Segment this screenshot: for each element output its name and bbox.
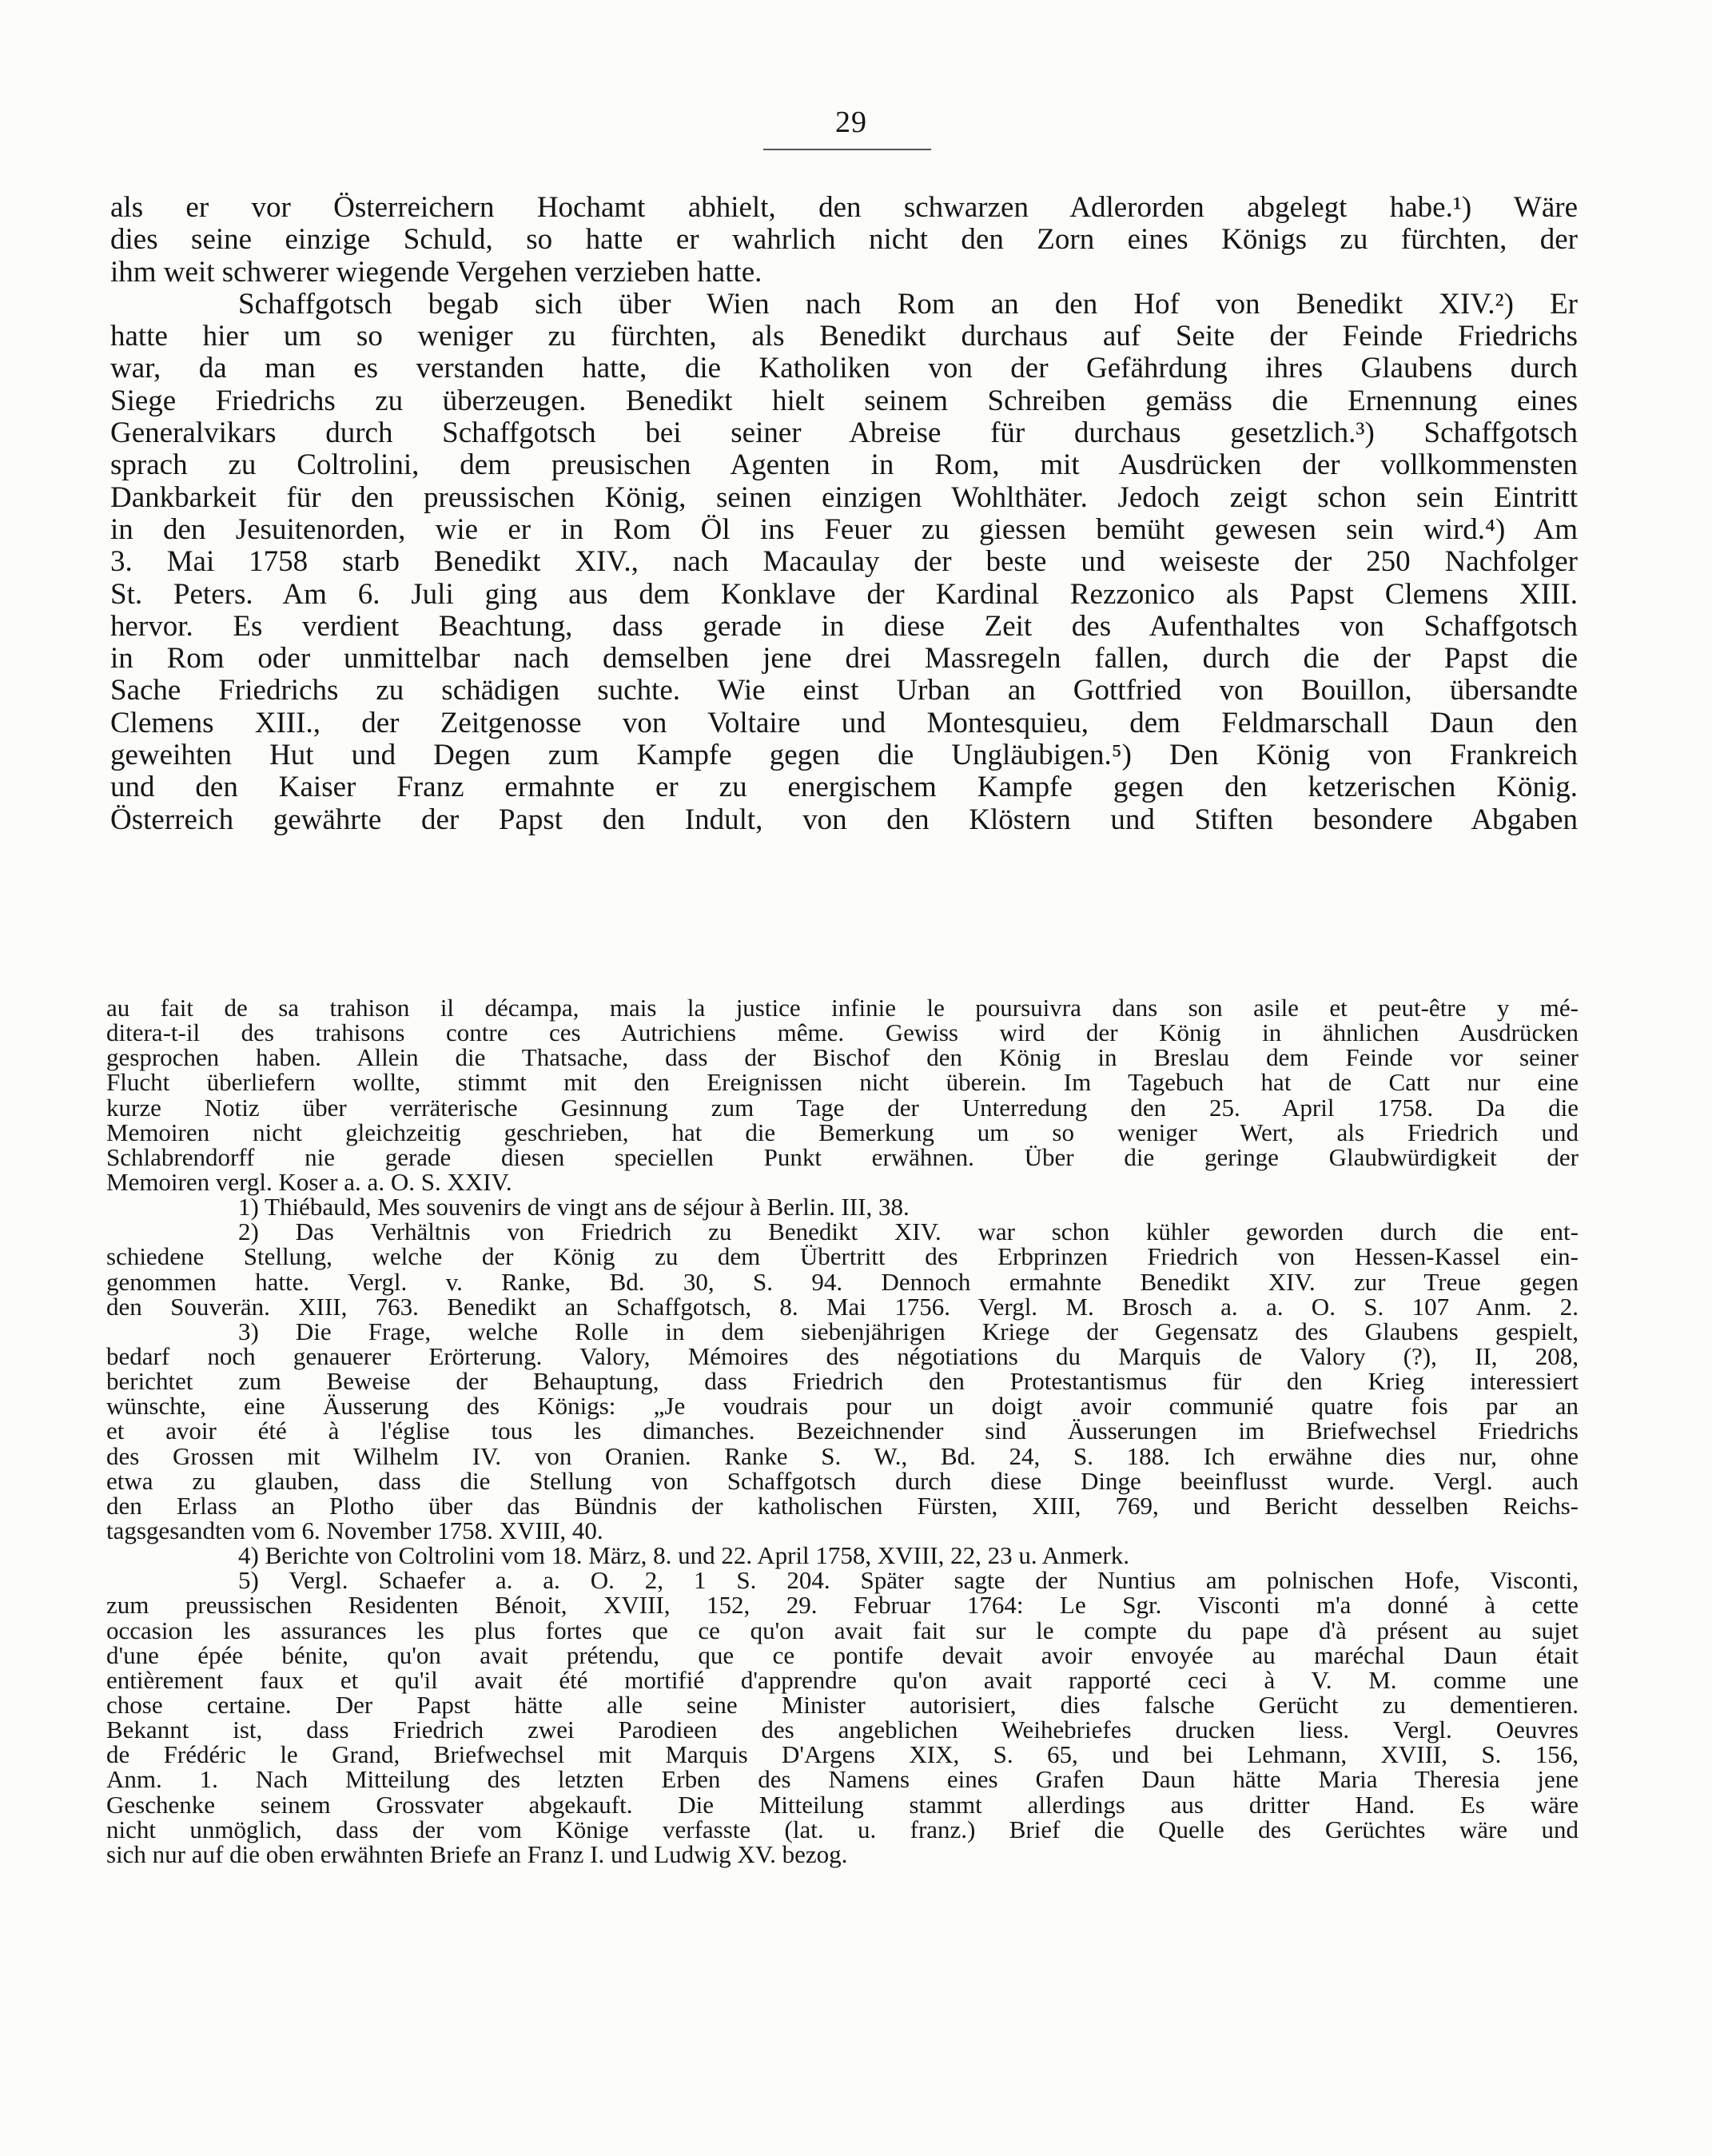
footnote-line: wünschte, eine Äusserung des Königs: „Je voudrais pour un doigt avoir communié quatre fois par an [106,1392,1579,1421]
main-text-line: Dankbarkeit für den preussischen König, seinen einzigen Wohlthäter. Jedoch zeigt schon sein Eintritt [110,480,1578,514]
footnote-line: Anm. 1. Nach Mitteilung des letzten Erben des Namens eines Grafen Daun hätte Maria Theresia jene [106,1765,1579,1794]
main-text-line: St. Peters. Am 6. Juli ging aus dem Konklave der Kardinal Rezzonico als Papst Clemens XIII. [110,577,1578,611]
main-text-line: 3. Mai 1758 starb Benedikt XIV., nach Macaulay der beste und weiseste der 250 Nachfolger [110,545,1578,579]
footnote-line: schiedene Stellung, welche der König zu dem Übertritt des Erbprinzen Friedrich von Hessen-Kassel ein- [106,1242,1579,1271]
footnote-line: de Frédéric le Grand, Briefwechsel mit Marquis D'Argens XIX, S. 65, und bei Lehmann, XVIII, S. 156, [106,1740,1579,1769]
footnote-line: d'une épée bénite, qu'on avait prétendu, que ce pontife devait avoir envoyée au maréchal Daun était [106,1640,1579,1669]
footnote-line: Geschenke seinem Grossvater abgekauft. Die Mitteilung stammt allerdings aus dritter Hand. Es wäre [106,1790,1579,1819]
main-text-line: war, da man es verstanden hatte, die Katholiken von der Gefährdung ihres Glaubens durch [110,352,1578,385]
footnote-line: nicht unmöglich, dass der vom Könige verfasste (lat. u. franz.) Brief die Quelle des Gerüchtes wäre und [106,1815,1579,1843]
main-text-line: Siege Friedrichs zu überzeugen. Benedikt hielt seinem Schreiben gemäss die Ernennung eines [110,384,1578,417]
main-text-line: in den Jesuitenorden, wie er in Rom Öl ins Feuer zu giessen bemüht gewesen sein wird.⁴) Am [110,512,1578,546]
footnote-line: kurze Notiz über verräterische Gesinnung zum Tage der Unterredung den 25. April 1758. Da die [106,1093,1579,1122]
footnote-line: chose certaine. Der Papst hätte alle seine Minister autorisiert, dies falsche Gerücht zu dementieren. [106,1690,1579,1719]
footnote-line: gesprochen haben. Allein die Thatsache, dass der Bischof den König in Breslau dem Feinde vor seiner [106,1043,1579,1072]
main-text-line: dies seine einzige Schuld, so hatte er wahrlich nicht den Zorn eines Königs zu fürchten, der [110,223,1578,257]
footnote-line: sich nur auf die oben erwähnten Briefe an Franz I. und Ludwig XV. bezog. [106,1839,848,1868]
footnote-line: Memoiren nicht gleichzeitig geschrieben, hat die Bemerkung um so weniger Wert, als Friedrich und [106,1118,1579,1146]
main-text-line: Clemens XIII., der Zeitgenosse von Voltaire und Montesquieu, dem Feldmarschall Daun den [110,706,1578,739]
main-text-line: geweihten Hut und Degen zum Kampfe gegen die Ungläubigen.⁵) Den König von Frankreich [110,739,1578,772]
main-text-line: Schaffgotsch begab sich über Wien nach Rom an den Hof von Benedikt XIV.²) Er [238,287,1578,321]
main-text-line: und den Kaiser Franz ermahnte er zu energischem Kampfe gegen den ketzerischen König. [110,771,1578,804]
main-text-line: ihm weit schwerer wiegende Vergehen verzieben hatte. [110,255,762,289]
footnote-4: 4) Berichte von Coltrolini vom 18. März, 8. und 22. April 1758, XVIII, 22, 23 u. Anmerk. [238,1541,1130,1570]
footnote-line: etwa zu glauben, dass die Stellung von Schaffgotsch durch diese Dinge beeinflusst wurde. Vergl. auch [106,1466,1579,1495]
page-number-rule [763,149,931,150]
footnote-line: berichtet zum Beweise der Behauptung, dass Friedrich den Protestantismus für den Krieg interessiert [106,1367,1579,1396]
footnote-1: 1) Thiébauld, Mes souvenirs de vingt ans de séjour à Berlin. III, 38. [238,1193,910,1221]
main-text-line: in Rom oder unmittelbar nach demselben jene drei Massregeln fallen, durch die der Papst die [110,642,1578,675]
footnote-5: 5) Vergl. Schaefer a. a. O. 2, 1 S. 204. Später sagte der Nuntius am polnischen Hofe, Visconti, [238,1566,1579,1595]
footnote-line: bedarf noch genauerer Erörterung. Valory, Mémoires des négotiations du Marquis de Valory (?), II, 208, [106,1341,1579,1370]
main-text-line: hervor. Es verdient Beachtung, dass gerade in diese Zeit des Aufenthaltes von Schaffgotsch [110,609,1578,643]
footnote-line: Schlabrendorff nie gerade diesen speciellen Punkt erwähnen. Über die geringe Glaubwürdigkeit der [106,1142,1579,1171]
footnote-line: den Erlass an Plotho über das Bündnis der katholischen Fürsten, XIII, 769, und Bericht desselben Reichs- [106,1491,1579,1520]
footnote-line: occasion les assurances les plus fortes que ce qu'on avait fait sur le compte du pape d'à présent au sujet [106,1616,1579,1644]
footnote-line: Bekannt ist, dass Friedrich zwei Parodieen des angeblichen Weihebriefes drucken liess. Vergl. Oeuvres [106,1716,1579,1744]
main-text-line: Sache Friedrichs zu schädigen suchte. Wie einst Urban an Gottfried von Bouillon, übersandte [110,674,1578,707]
main-text-line: hatte hier um so weniger zu fürchten, als Benedikt durchaus auf Seite der Feinde Friedrichs [110,320,1578,353]
footnote-line: Flucht überliefern wollte, stimmt mit den Ereignissen nicht überein. Im Tagebuch hat de Catt nur eine [106,1068,1579,1097]
page-number: 29 [835,106,867,139]
footnote-line: au fait de sa trahison il décampa, mais la justice infinie le poursuivra dans son asile et peut-être y mé- [106,994,1579,1022]
main-text-line: sprach zu Coltrolini, dem preusischen Agenten in Rom, mit Ausdrücken der vollkommensten [110,448,1578,482]
footnote-line: Memoiren vergl. Koser a. a. O. S. XXIV. [106,1167,512,1196]
footnote-line: entièrement faux et qu'il avait été mortifié d'apprendre qu'on avait rapporté ceci à V. M. comme une [106,1665,1579,1694]
main-text-block [110,192,1578,836]
main-text-line: als er vor Österreichern Hochamt abhielt, den schwarzen Adlerorden abgelegt habe.¹) Wäre [110,191,1578,224]
footnote-3: 3) Die Frage, welche Rolle in dem siebenjährigen Kriege der Gegensatz des Glaubens gespielt, [238,1317,1579,1345]
footnote-line: genommen hatte. Vergl. v. Ranke, Bd. 30, S. 94. Dennoch ermahnte Benedikt XIV. zur Treue gegen [106,1267,1579,1296]
footnote-2: 2) Das Verhältnis von Friedrich zu Benedikt XIV. war schon kühler geworden durch die ent- [238,1217,1579,1246]
footnote-line: den Souverän. XIII, 763. Benedikt an Schaffgotsch, 8. Mai 1756. Vergl. M. Brosch a. a. O. S. 107 Anm. 2. [106,1292,1579,1321]
footnote-line: des Grossen mit Wilhelm IV. von Oranien. Ranke S. W., Bd. 24, S. 188. Ich erwähne dies nur, ohne [106,1441,1579,1470]
footnote-line: zum preussischen Residenten Bénoit, XVIII, 152, 29. Februar 1764: Le Sgr. Visconti m'a donné à cette [106,1591,1579,1620]
main-text-line: Österreich gewährte der Papst den Indult, von den Klöstern und Stiften besondere Abgaben [110,803,1578,836]
footnotes-block [106,995,1579,1867]
footnote-line: ditera-t-il des trahisons contre ces Autrichiens même. Gewiss wird der König in ähnlichen Ausdrücken [106,1018,1579,1047]
footnote-line: tagsgesandten vom 6. November 1758. XVIII, 40. [106,1516,603,1544]
main-text-line: Generalvikars durch Schaffgotsch bei seiner Abreise für durchaus gesetzlich.³) Schaffgotsch [110,416,1578,450]
footnote-line: et avoir été à l'église tous les dimanches. Bezeichnender sind Äusserungen im Briefwechsel Friedrichs [106,1417,1579,1445]
